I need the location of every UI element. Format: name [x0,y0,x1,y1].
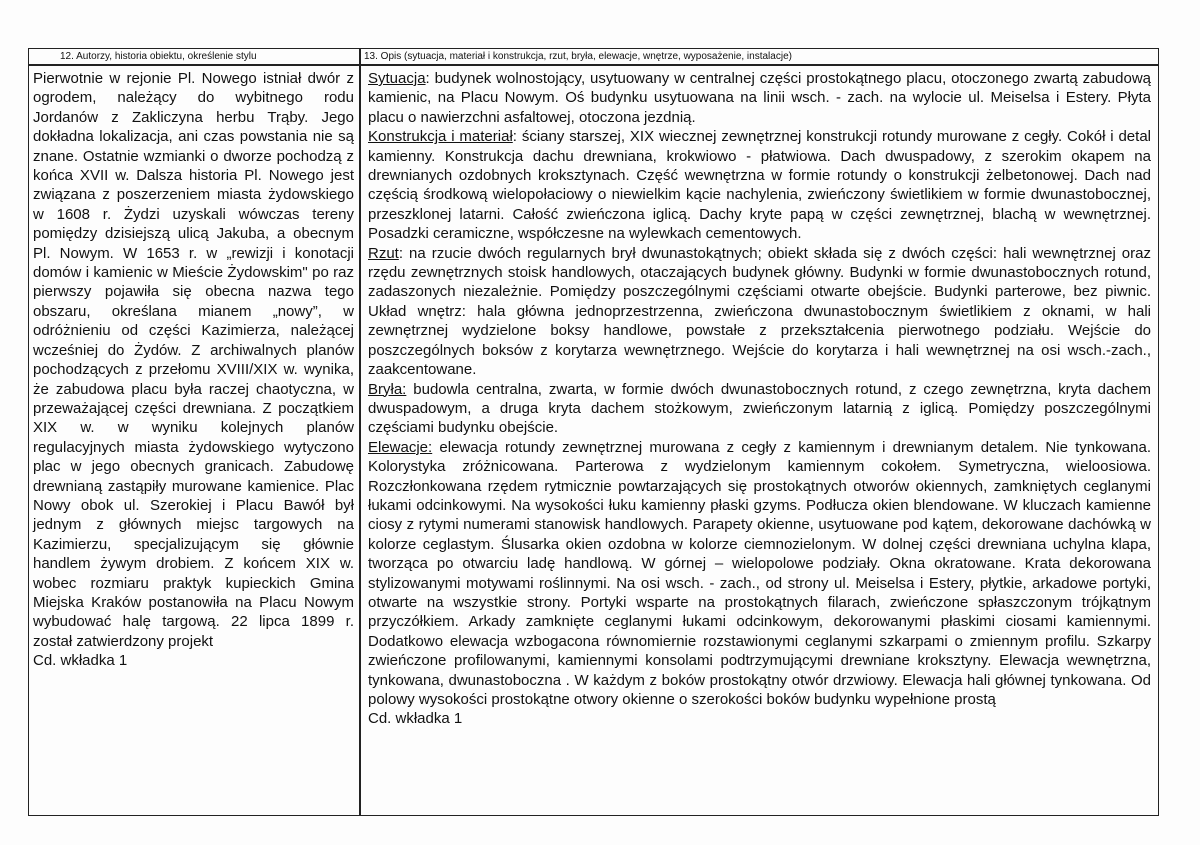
konstrukcja-label: Konstrukcja i materiał [368,128,513,146]
elewacje-paragraph [368,438,1151,710]
rzut-label: Rzut [368,244,399,262]
header-divider [28,64,1159,66]
continuation-note-left: Cd. wkładka 1 [33,652,128,670]
section-12-header: 12. Autorzy, historia obiektu, określenie stylu [60,51,257,62]
continuation-note-right: Cd. wkładka 1 [368,710,463,728]
rzut-paragraph [368,244,1151,380]
rzut-text: : na rzucie dwóch regularnych brył dwunastokątnych; obiekt składa się z dwóch części: hali wewnętrznej oraz rzędu zewnętrznych stoisk handlowych, otaczających budynek główny. Budynki w formie dwunastobocznych rotund, zadaszonych niezależnie. Pomiędzy poszczególnymi częściami otwarte obejście. Budynki parterowe, bez piwnic. Układ wnętrz: hala główna jednoprzestrzenna, zwieńczona dwunastobocznym świetlikiem z oknami, w hali zewnętrznej wydzielone boksy handlowe, powstałe z przekształcenia pierwotnego podziału. Wejście do poszczególnych boksów z korytarza wewnętrznego. Wejście do korytarza i hali wewnętrznej na osi wsch.-zach., zaakcentowane. [368,244,1151,379]
history-column [33,69,354,671]
sytuacja-paragraph [368,69,1151,127]
bryla-label: Bryła: [368,380,407,398]
sytuacja-label: Sytuacja [368,70,426,87]
konstrukcja-text: : ściany starszej, XIX wiecznej zewnętrznej konstrukcji rotundy murowane z cegły. Cokół i detal kamienny. Konstrukcja dachu drewniana, krokwiowo - płatwiowa. Dach dwuspadowy, z szerokim okapem na drewnianych ozdobnych kroksztynach. Część wewnętrzna w formie rotundy o konstrukcji żelbetonowej. Dach nad częścią środkową wielopołaciowy o niewielkim kącie nachylenia, zwieńczony świetlikiem w formie dwunastobocznej, przeszklonej latarni. Całość zwieńczona iglicą. Dachy kryte papą w części zewnętrznej, blachą w wewnętrznej. Posadzki ceramiczne, współczesne na wylewkach cementowych. [368,128,1151,243]
description-column [368,69,1151,729]
bryla-text: budowla centralna, zwarta, w formie dwóch dwunastobocznych rotund, z czego zewnętrzna, kryta dachem dwuspadowym, a druga kryta dachem stożkowym, zwieńczonym latarnią z iglicą. Pomiędzy poszczególnymi częściami budynku obejście. [368,380,1151,437]
history-text: Pierwotnie w rejonie Pl. Nowego istniał dwór z ogrodem, należący do wybitnego rodu Jordanów z Zakliczyna herbu Trąby. Jego dokładna lokalizacja, ani czas powstania nie są znane. Ostatnie wzmianki o dworze pochodzą z końca XVII w. Dalsza historia Pl. Nowego jest związana z poszerzeniem miasta żydowskiego w 1608 r. Żydzi uzyskali wówczas tereny pomiędzy dzisiejszą ulicą Jakuba, a obecnym Pl. Nowym. W 1653 r. w „rewizji i konotacji domów i kamienic w Mieście Żydowskim" po raz pierwszy pojawiła się obecna nazwa tego obszaru, określana mianem „nowy”, w odróżnieniu od części Kazimierza, należącej wcześniej do Żydów. Z archiwalnych planów pochodzących z przełomu XVIII/XIX w. wynika, że zabudowa placu była raczej chaotyczna, w przeważającej części drewniana. Z początkiem XIX w. w wyniku kolejnych planów regulacyjnych miasta żydowskiego wytyczono plac w jego obecnych granicach. Zabudowę drewnianą zastąpiły murowane kamienice. Plac Nowy obok ul. Szerokiej i Placu Bawół był jednym z głównych miejsc targowych na Kazimierzu, specjalizującym się głównie handlem żywym drobiem. Z końcem XIX w. wobec rozmiaru praktyk kupieckich Gmina Miejska Kraków postanowiła na Placu Nowym wybudować halę targową. 22 lipca 1899 r. został zatwierdzony projekt [33,70,354,650]
bryla-paragraph [368,380,1151,438]
elewacje-label: Elewacje: [368,438,433,456]
section-13-header: 13. Opis (sytuacja, materiał i konstrukcja, rzut, bryła, elewacje, wnętrze, wyposażenie, instalacje) [364,51,792,62]
sytuacja-text: : budynek wolnostojący, usytuowany w centralnej części prostokątnego placu, otoczonego zwartą zabudową kamienic, na Placu Nowym. Oś budynku usytuowana na linii wsch. - zach. na wylocie ul. Meiselsa i Estery. Płyta placu o nawierzchni asfaltowej, otoczona jezdnią. [368,70,1151,126]
column-divider [359,48,361,816]
konstrukcja-paragraph [368,127,1151,243]
elewacje-text: elewacja rotundy zewnętrznej murowana z cegły z kamiennym i drewnianym detalem. Nie tynkowana. Kolorystyka zróżnicowana. Parterowa z wydzielonym kamiennym cokołem. Symetryczna, wieloosiowa. Rozczłonkowana rzędem rytmicznie powtarzających się prostokątnych otworów okiennych, zamkniętych ceglanymi łukami odcinkowymi. Na wysokości łuku kamienny płaski gzyms. Podłucza okien blendowane. W kluczach kamienne ciosy z rytymi numerami stanowisk handlowych. Parapety okienne, usytuowane pod kątem, dekorowane dachówką w kolorze ceglastym. Ślusarka okien ozdobna w kolorze ciemnozielonym. W dolnej części drewniana uchylna klapa, tworząca po otwarciu ladę handlową. W górnej – wielopolowe podziały. Okna okratowane. Krata dekorowana stylizowanymi motywami roślinnymi. Na osi wsch. - zach., od strony ul. Meiselsa i Estery, płytkie, arkadowe portyki, otwarte na wszystkie strony. Portyki wsparte na prostokątnych filarach, zwieńczone spłaszczonym trójkątnym przyczółkiem. Arkady zamknięte ceglanymi łukami odcinkowym, dekorowanymi płaskimi ciosami kamiennymi. Dodatkowo elewacja wzbogacona równomiernie rozstawionymi ceglanymi szkarpami o zmiennym profilu. Szkarpy zwieńczone profilowanymi, kamiennymi konsolami podtrzymującymi drewniane kroksztyny. Elewacja wewnętrzna, tynkowana, dwunastoboczna . W każdym z boków prostokątny otwór drzwiowy. Elewacja hali głównej tynkowana. Od polowy wysokości prostokątne otwory okienne o szerokości boków budynku wypełnione prostą [368,438,1151,708]
